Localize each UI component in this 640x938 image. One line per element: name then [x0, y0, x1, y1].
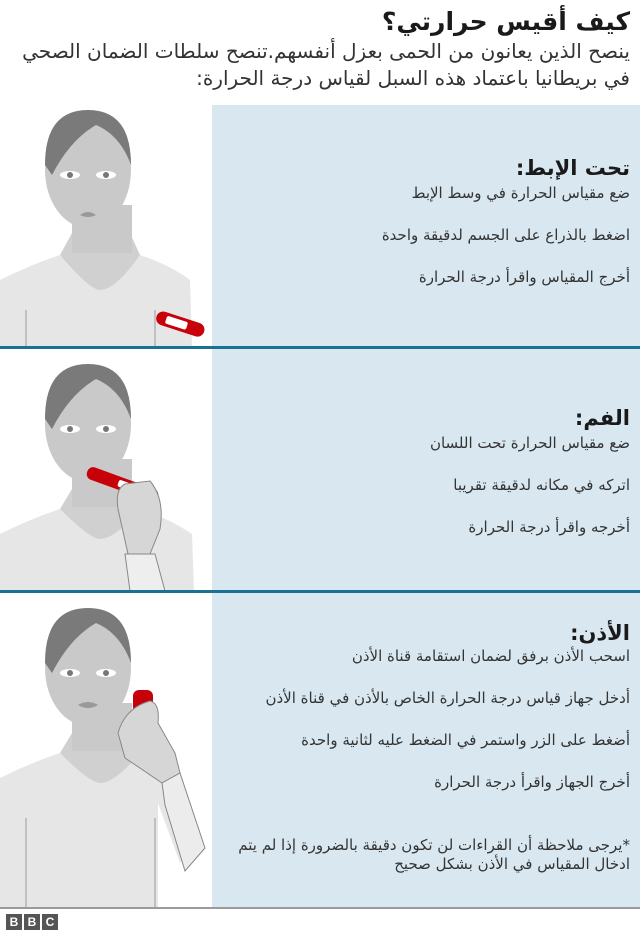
section-heading: الأذن:	[570, 621, 630, 645]
header	[6, 6, 630, 92]
bbc-logo-letter: B	[24, 914, 40, 930]
page-title: كيف أقيس حرارتي؟	[381, 7, 630, 36]
step: اتركه في مكانه لدقيقة تقريبا	[453, 476, 630, 494]
armpit-section	[210, 155, 630, 287]
step: ضع مقياس الحرارة تحت اللسان	[429, 434, 630, 452]
bbc-logo	[6, 914, 58, 930]
mouth-illustration	[0, 349, 212, 591]
bbc-logo-letter: C	[42, 914, 58, 930]
bottom-rule	[0, 907, 640, 909]
bbc-logo-letter: B	[6, 914, 22, 930]
section-heading: تحت الإبط:	[515, 156, 630, 180]
ear-section	[210, 620, 630, 792]
step: اسحب الأذن برفق لضمان استقامة قناة الأذن	[351, 647, 630, 665]
step: أضغط على الزر واستمر في الضغط عليه لثانية واحدة	[301, 731, 630, 749]
step: أخرج المقياس واقرأ درجة الحرارة	[418, 268, 630, 286]
step: أخرجه واقرأ درجة الحرارة	[468, 518, 630, 536]
step: ضع مقياس الحرارة في وسط الإبط	[411, 184, 630, 202]
accuracy-note: *يرجى ملاحظة أن القراءات لن تكون دقيقة بالضرورة إذا لم يتم ادخال المقياس في الأذن بشكل صحيح	[238, 836, 630, 873]
armpit-illustration	[0, 105, 212, 347]
step: أخرج الجهاز واقرأ درجة الحرارة	[434, 773, 630, 791]
page-subtitle: ينصح الذين يعانون من الحمى بعزل أنفسهم.تنصح سلطات الضمان الصحي في بريطانيا باعتماد هذه السبل لقياس درجة الحرارة:	[22, 39, 630, 90]
step: اضغط بالذراع على الجسم لدقيقة واحدة	[381, 226, 630, 244]
mouth-section	[210, 405, 630, 537]
step: أدخل جهاز قياس درجة الحرارة الخاص بالأذن في قناة الأذن	[265, 689, 630, 707]
section-heading: الفم:	[574, 406, 630, 430]
ear-illustration	[0, 593, 212, 907]
